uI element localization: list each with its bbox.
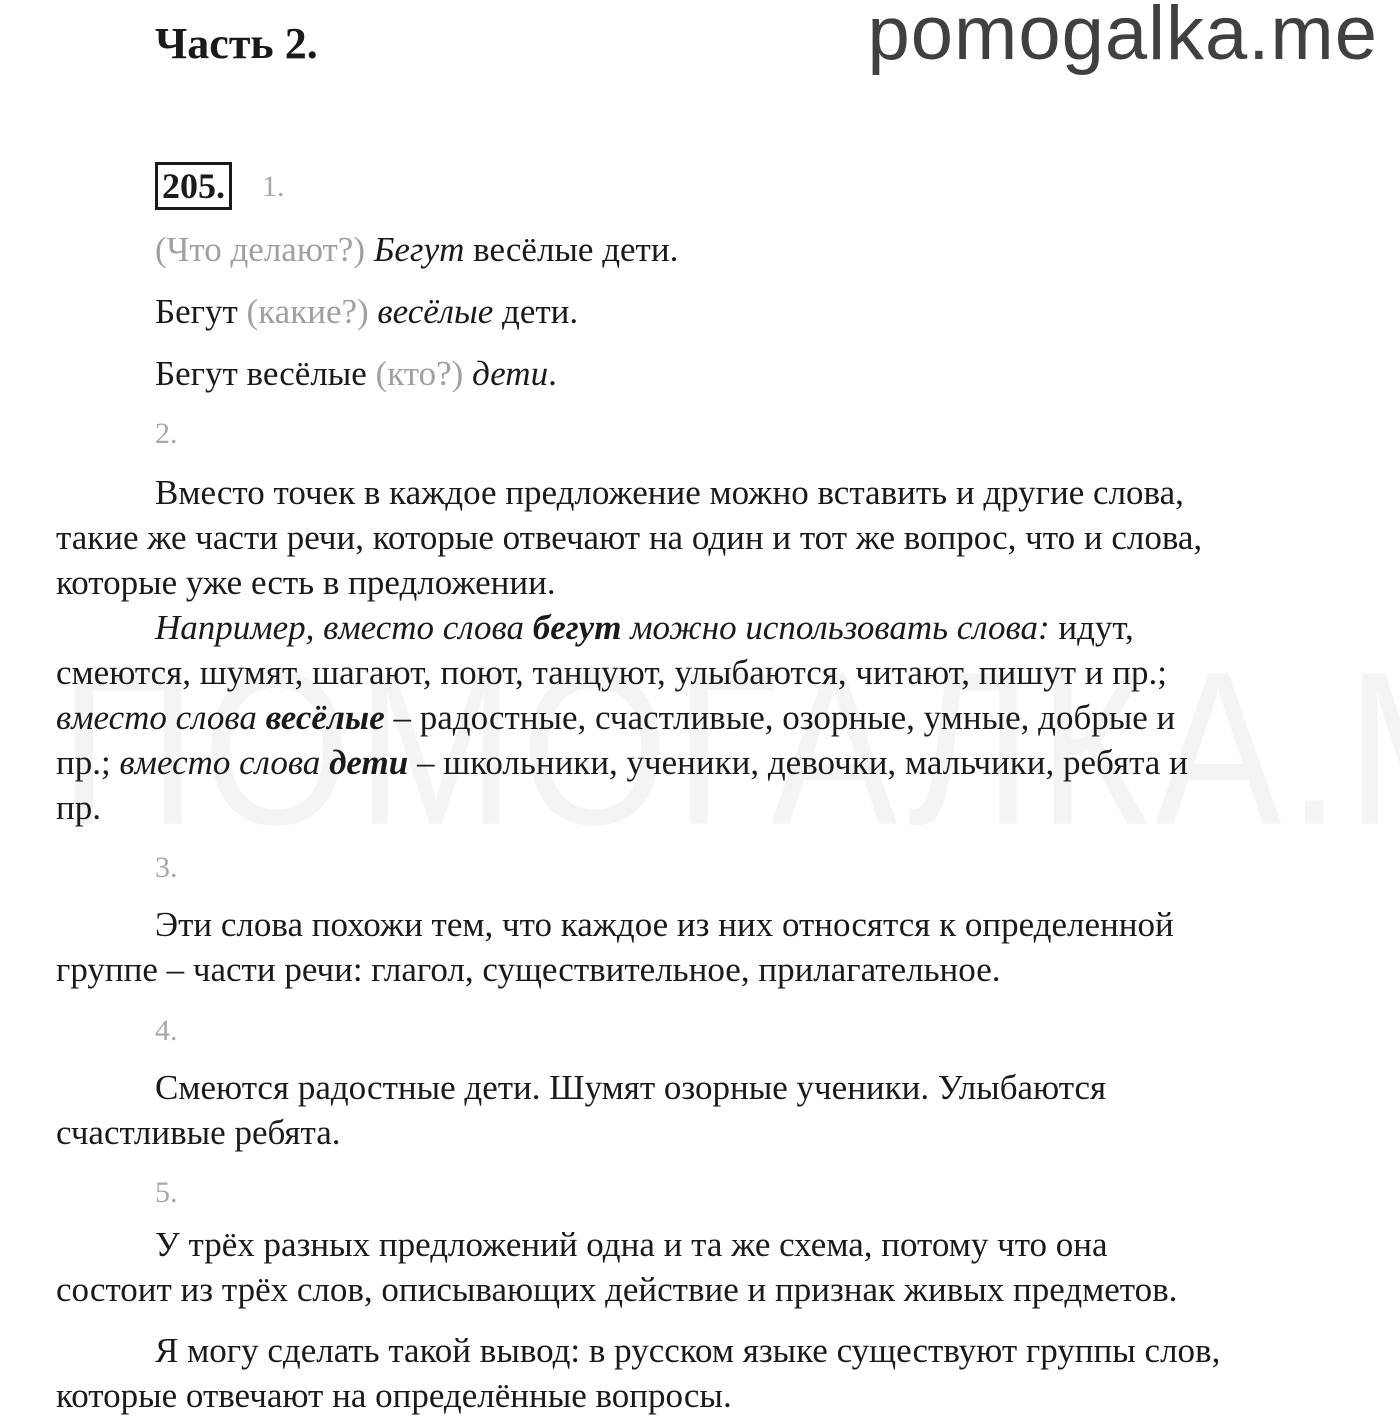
paragraph-line	[56, 695, 1175, 740]
highlighted-word: весёлые	[377, 292, 494, 331]
paragraph-line: Я могу сделать такой вывод: в русском языке существуют группы слов,	[155, 1331, 1221, 1370]
text: пр.;	[56, 743, 120, 782]
text: – школьники, ученики, девочки, мальчики, ребята и	[408, 743, 1188, 782]
highlighted-word: дети	[472, 354, 549, 393]
italic-text: вместо слова	[119, 743, 330, 782]
paragraph-line: смеются, шумят, шагают, поют, танцуют, улыбаются, читают, пишут и пр.;	[56, 653, 1167, 692]
paragraph-line: такие же части речи, которые отвечают на один и тот же вопрос, что и слова,	[56, 518, 1203, 557]
paragraph-line: Вместо точек в каждое предложение можно вставить и другие слова,	[155, 473, 1184, 512]
text: Бегут весёлые	[155, 354, 376, 393]
subtask-4-label: 4.	[155, 1014, 178, 1047]
paragraph-line	[155, 605, 1134, 650]
subtask-1-label: 1.	[262, 170, 285, 203]
sentence-3	[155, 351, 557, 396]
highlighted-word: Бегут	[373, 230, 465, 269]
text: .	[548, 354, 557, 393]
paragraph-line: состоит из трёх слов, описывающих действие и признак живых предметов.	[56, 1270, 1178, 1309]
paragraph-line: Смеются радостные дети. Шумят озорные ученики. Улыбаются	[155, 1068, 1107, 1107]
keyword: бегут	[532, 608, 622, 647]
question: (Что делают?)	[155, 230, 365, 269]
text: дети.	[493, 292, 579, 331]
keyword: дети	[329, 743, 409, 782]
sentence-2	[155, 289, 578, 334]
question: (какие?)	[246, 292, 369, 331]
text: весёлые дети.	[464, 230, 679, 269]
task-number: 205.	[155, 162, 232, 210]
paragraph-line: группе – части речи: глагол, существительное, прилагательное.	[56, 950, 1001, 989]
paragraph-line: счастливые ребята.	[56, 1113, 341, 1152]
subtask-5-label: 5.	[155, 1176, 178, 1209]
text: – радостные, счастливые, озорные, умные, добрые и	[384, 698, 1176, 737]
part-title: Часть 2.	[155, 19, 318, 68]
subtask-2-label: 2.	[155, 417, 178, 450]
site-logo[interactable]: pomogalka.me	[867, 0, 1378, 76]
paragraph-line: Эти слова похожи тем, что каждое из них относятся к определенной	[155, 905, 1174, 944]
paragraph-line: которые отвечают на определённые вопросы.	[56, 1376, 732, 1415]
subtask-3-label: 3.	[155, 851, 178, 884]
italic-text: вместо слова	[56, 698, 266, 737]
paragraph-line: У трёх разных предложений одна и та же схема, потому что она	[155, 1225, 1108, 1264]
sentence-1	[155, 227, 678, 272]
italic-text: можно использовать слова:	[621, 608, 1050, 647]
text: идут,	[1049, 608, 1134, 647]
paragraph-line	[56, 740, 1188, 785]
keyword: весёлые	[265, 698, 385, 737]
question: (кто?)	[375, 354, 464, 393]
text: Бегут	[155, 292, 247, 331]
paragraph-line: которые уже есть в предложении.	[56, 563, 556, 602]
paragraph-line: пр.	[56, 788, 101, 827]
italic-text: Например, вместо слова	[155, 608, 533, 647]
